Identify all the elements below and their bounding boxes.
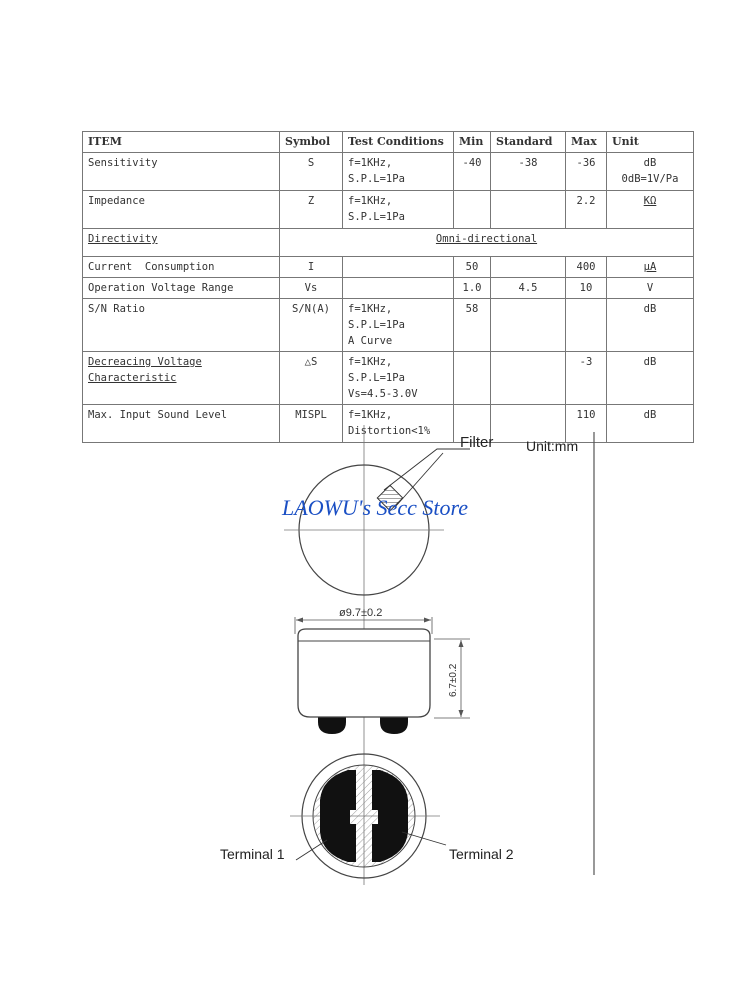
height-arrow-bottom-icon: [459, 710, 464, 717]
cell-symbol: I: [280, 257, 343, 278]
cell-max: 110: [566, 405, 607, 443]
cell-standard: -38: [491, 153, 566, 191]
cell-condition-line: A Curve: [348, 335, 393, 347]
diameter-arrow-right-icon: [424, 618, 431, 623]
cell-unit-line: KΩ: [643, 195, 657, 207]
cell-condition-line: f=1KHz, S.P.L=1Pa: [348, 303, 405, 331]
cell-condition-line: S.P.L=1Pa: [348, 211, 405, 223]
store-watermark: LAOWU's Secc Store: [282, 495, 468, 520]
height-arrow-top-icon: [459, 640, 464, 647]
cell-condition-line: Distortion<1%: [348, 425, 431, 437]
filter-label: Filter: [460, 434, 494, 451]
cell-item: Directivity: [83, 229, 280, 257]
cell-symbol: MISPL: [280, 405, 343, 443]
header-min: Min: [454, 132, 491, 153]
cell-min: 50: [454, 257, 491, 278]
cell-unit-line: dB: [643, 157, 657, 169]
cell-unit: dB: [607, 352, 694, 405]
cell-item: Sensitivity: [83, 153, 280, 191]
cell-item: S/N Ratio: [83, 299, 280, 352]
cell-max: -3: [566, 352, 607, 405]
header-item: ITEM: [83, 132, 280, 153]
cell-min: -40: [454, 153, 491, 191]
cell-unit: V: [607, 278, 694, 299]
cell-item: Impedance: [83, 191, 280, 229]
cell-condition-line: f=1KHz,: [348, 409, 393, 421]
cell-item: Operation Voltage Range: [83, 278, 280, 299]
cell-item: Current Consumption: [83, 257, 280, 278]
height-label: 6.7±0.2: [448, 663, 459, 697]
terminal-1-leader-line: [296, 840, 327, 860]
diameter-label: ø9.7±0.2: [339, 607, 383, 619]
cell-min: 58: [454, 299, 491, 352]
bottom-view: [220, 754, 514, 878]
cell-condition-line: f=1KHz,: [348, 195, 393, 207]
capsule-body: [298, 629, 430, 717]
header-test-conditions: Test Conditions: [343, 132, 454, 153]
cell-unit-line: 0dB=1V/Pa: [621, 173, 679, 185]
terminal-1-label: Terminal 1: [220, 846, 285, 862]
directivity-text: Omni-directional: [435, 233, 538, 245]
cell-symbol: Z: [280, 191, 343, 229]
cell-symbol: S: [280, 153, 343, 191]
header-unit: Unit: [607, 132, 694, 153]
filter-leader-line: [384, 449, 470, 490]
cell-max: 400: [566, 257, 607, 278]
cell-symbol: △S: [280, 352, 343, 405]
cell-condition-line: f=1KHz,: [348, 157, 393, 169]
cell-symbol: S/N(A): [280, 299, 343, 352]
cell-item-text: Decreacing Voltage Characteristic: [88, 356, 202, 384]
cell-unit-line: μA: [643, 261, 657, 273]
side-view: [295, 607, 470, 734]
header-symbol: Symbol: [280, 132, 343, 153]
cell-condition-line: f=1KHz, S.P.L=1Pa: [348, 356, 405, 384]
cell-unit: dB: [607, 405, 694, 443]
cell-unit: dB: [607, 299, 694, 352]
cell-max: -36: [566, 153, 607, 191]
cell-max: 2.2: [566, 191, 607, 229]
unit-label: Unit:mm: [526, 438, 579, 454]
cell-condition-line: Vs=4.5-3.0V: [348, 388, 418, 400]
cell-min: 1.0: [454, 278, 491, 299]
cell-standard: 4.5: [491, 278, 566, 299]
header-standard: Standard: [491, 132, 566, 153]
terminal-2-label: Terminal 2: [449, 846, 514, 862]
cell-max: 10: [566, 278, 607, 299]
cell-symbol: Vs: [280, 278, 343, 299]
header-max: Max: [566, 132, 607, 153]
cell-condition-line: S.P.L=1Pa: [348, 173, 405, 185]
cell-item: Max. Input Sound Level: [83, 405, 280, 443]
diameter-arrow-left-icon: [296, 618, 303, 623]
